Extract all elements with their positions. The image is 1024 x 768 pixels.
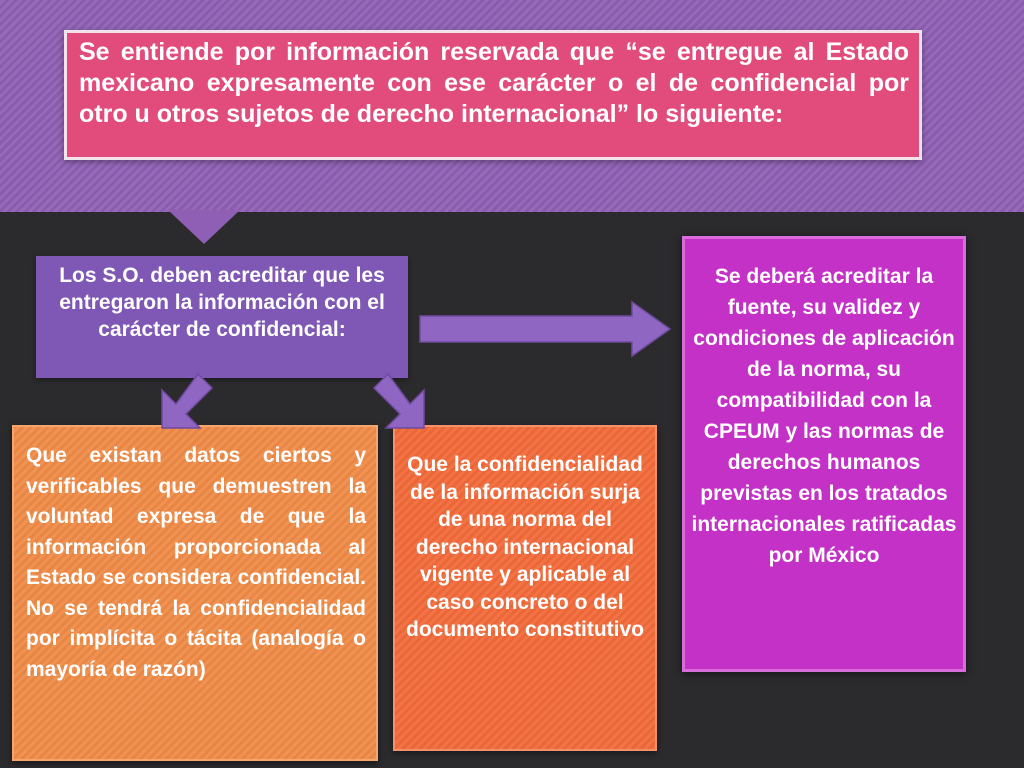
arrow-down-left-icon <box>162 374 212 428</box>
so-requirement-text: Los S.O. deben acreditar que les entregaron la información con el carácter de confidencial: <box>59 264 385 341</box>
intro-box <box>64 30 922 160</box>
verifiable-data-text: Que existan datos ciertos y verificables que demuestren la voluntad expresa de que la información proporcionada al Estado se considera confidencial. No se tendrá la confidencialidad por implícita o tácita (analogía o mayoría de razón) <box>26 444 366 681</box>
so-requirement-box <box>36 256 408 378</box>
arrow-down-right-icon <box>374 374 424 428</box>
band-callout-notch <box>168 210 240 244</box>
arrow-right-icon <box>420 302 670 356</box>
source-validity-text: Se deberá acreditar la fuente, su validez y condiciones de aplicación de la norma, su compatibilidad con la CPEUM y las normas de derechos humanos previstas en los tratados internacionales ratificadas por México <box>691 265 957 567</box>
international-norm-box <box>393 425 657 751</box>
intro-text: Se entiende por información reservada que “se entregue al Estado mexicano expresamente con ese carácter o el de confidencial por otro u otros sujetos de derecho internacional” lo siguiente: <box>79 38 909 128</box>
source-validity-box <box>682 236 966 672</box>
international-norm-text: Que la confidencialidad de la información surja de una norma del derecho internacional vigente y aplicable al caso concreto o del documento constitutivo <box>406 453 644 641</box>
verifiable-data-box <box>12 425 378 761</box>
